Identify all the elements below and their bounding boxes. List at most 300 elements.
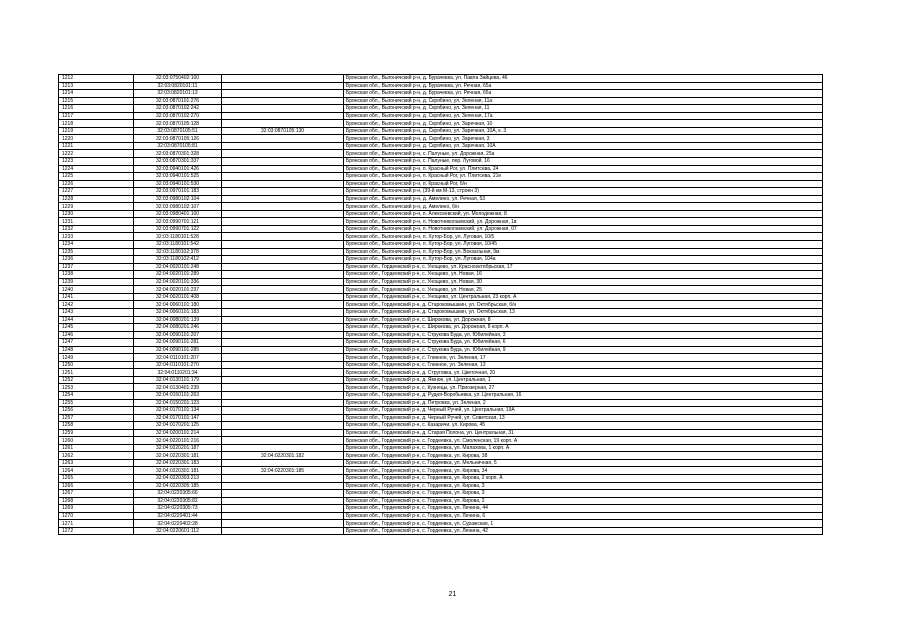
row-number-cell: 1252	[59, 376, 134, 384]
address-cell: Брянская обл., Гордеевский р-н, с. Унощево, ул. Новая, 16	[344, 271, 823, 279]
table-row	[59, 512, 823, 520]
cadastral-number-cell: 32:03:1180102:412	[134, 256, 222, 264]
table-row	[59, 497, 823, 505]
row-number-cell: 1270	[59, 512, 134, 520]
related-cadastral-number-cell	[222, 135, 344, 143]
cadastral-number-cell: 32:03:0820101:13	[134, 90, 222, 98]
related-cadastral-number-cell	[222, 120, 344, 128]
table-row	[59, 203, 823, 211]
row-number-cell: 1213	[59, 82, 134, 90]
row-number-cell: 1268	[59, 497, 134, 505]
cadastral-number-cell: 32:03:0990701:121	[134, 218, 222, 226]
table-row	[59, 165, 823, 173]
row-number-cell: 1240	[59, 286, 134, 294]
row-number-cell: 1217	[59, 112, 134, 120]
related-cadastral-number-cell	[222, 369, 344, 377]
related-cadastral-number-cell	[222, 391, 344, 399]
table-row	[59, 120, 823, 128]
table-body	[59, 75, 823, 535]
related-cadastral-number-cell: 32:03:0870105:130	[222, 127, 344, 135]
table-row	[59, 195, 823, 203]
related-cadastral-number-cell	[222, 195, 344, 203]
cadastral-number-cell: 32:04:0090101:207	[134, 331, 222, 339]
table-row	[59, 233, 823, 241]
cadastral-number-cell: 32:03:0980401:100	[134, 210, 222, 218]
row-number-cell: 1255	[59, 399, 134, 407]
related-cadastral-number-cell	[222, 301, 344, 309]
table-row	[59, 369, 823, 377]
address-cell: Брянская обл., Гордеевский р-н, с. Гордеевка, ул. Ленина, 6	[344, 512, 823, 520]
table-row	[59, 399, 823, 407]
table-row	[59, 474, 823, 482]
cadastral-number-cell: 32:03:0870105:128	[134, 120, 222, 128]
related-cadastral-number-cell	[222, 165, 344, 173]
row-number-cell: 1241	[59, 293, 134, 301]
table-row	[59, 218, 823, 226]
cadastral-number-cell: 32:04:0080201:139	[134, 316, 222, 324]
row-number-cell: 1223	[59, 158, 134, 166]
table-row	[59, 210, 823, 218]
row-number-cell: 1215	[59, 97, 134, 105]
cadastral-number-cell: 32:03:0870301:328	[134, 150, 222, 158]
table-row	[59, 467, 823, 475]
address-cell: Брянская обл., Гордеевский р-н, с. Гордеевка, ул. Малахова, 1 корп. А	[344, 444, 823, 452]
cadastral-number-cell: 32:03:0820101:11	[134, 82, 222, 90]
row-number-cell: 1232	[59, 225, 134, 233]
cadastral-number-cell: 32:04:0130101:179	[134, 376, 222, 384]
row-number-cell: 1235	[59, 248, 134, 256]
cadastral-number-cell: 32:03:0970101:183	[134, 188, 222, 196]
cadastral-number-cell: 32:04:0220402:28	[134, 520, 222, 528]
table-row	[59, 263, 823, 271]
cadastral-number-cell: 32:03:0940101:426	[134, 165, 222, 173]
table-row	[59, 429, 823, 437]
table-row	[59, 188, 823, 196]
related-cadastral-number-cell	[222, 497, 344, 505]
table-row	[59, 437, 823, 445]
cadastral-number-cell: 32:04:0130401:239	[134, 384, 222, 392]
cadastral-number-cell: 32:03:0980102:104	[134, 195, 222, 203]
address-cell: Брянская обл., Выгоничский р-н, д. Скрябино, ул. Заречная, 10А	[344, 142, 823, 150]
row-number-cell: 1251	[59, 369, 134, 377]
document-table	[58, 74, 823, 535]
cadastral-number-cell: 32:03:1180102:378	[134, 248, 222, 256]
address-cell: Брянская обл., Гордеевский р-н, д. Ямное, ул. Центральная, 1	[344, 376, 823, 384]
related-cadastral-number-cell	[222, 142, 344, 150]
related-cadastral-number-cell	[222, 263, 344, 271]
address-cell: Брянская обл., Гордеевский р-н, с. Гордеевка, ул. Кирова, 3	[344, 490, 823, 498]
row-number-cell: 1272	[59, 527, 134, 535]
table-row	[59, 278, 823, 286]
address-cell: Брянская обл., Гордеевский р-н, с. Струкова Буда, ул. Юбилейная, 6	[344, 339, 823, 347]
row-number-cell: 1216	[59, 105, 134, 113]
cadastral-number-cell: 32:04:0220301:183	[134, 459, 222, 467]
table-row	[59, 82, 823, 90]
cadastral-number-cell: 32:04:0060101:183	[134, 308, 222, 316]
row-number-cell: 1262	[59, 452, 134, 460]
related-cadastral-number-cell	[222, 354, 344, 362]
cadastral-number-cell: 32:03:0940101:530	[134, 180, 222, 188]
address-cell: Брянская обл., Выгоничский р-н, д. Бурачевка, ул. Речная, 65а	[344, 82, 823, 90]
cadastral-number-cell: 32:04:0170101:147	[134, 414, 222, 422]
related-cadastral-number-cell	[222, 407, 344, 415]
related-cadastral-number-cell	[222, 82, 344, 90]
related-cadastral-number-cell	[222, 361, 344, 369]
cadastral-number-cell: 32:03:0870102:270	[134, 112, 222, 120]
table-row	[59, 225, 823, 233]
related-cadastral-number-cell	[222, 241, 344, 249]
address-cell: Брянская обл., Выгоничский р-н, п. Хутор-Бор, ул. Луговая, 10/5	[344, 233, 823, 241]
cadastral-number-cell: 32:03:0870102:242	[134, 105, 222, 113]
cadastral-number-cell: 32:04:0080201:246	[134, 324, 222, 332]
cadastral-number-cell: 32:04:0110101:270	[134, 361, 222, 369]
row-number-cell: 1230	[59, 210, 134, 218]
related-cadastral-number-cell	[222, 429, 344, 437]
row-number-cell: 1253	[59, 384, 134, 392]
row-number-cell: 1247	[59, 339, 134, 347]
table-row	[59, 361, 823, 369]
address-cell: Брянская обл., Гордеевский р-н, с. Гордеевка, ул. Кирова, 34	[344, 467, 823, 475]
related-cadastral-number-cell	[222, 324, 344, 332]
address-cell: Брянская обл., Гордеевский р-н, с. Струкова Буда, ул. Юбилейная, 3	[344, 331, 823, 339]
address-cell: Брянская обл., Гордеевский р-н, д. Черный Ручей, ул. Советская, 13	[344, 414, 823, 422]
related-cadastral-number-cell	[222, 346, 344, 354]
cadastral-number-cell: 32:04:0220305:185	[134, 482, 222, 490]
row-number-cell: 1243	[59, 308, 134, 316]
address-cell: Брянская обл., Выгоничский р-н, с. Палуные, пер. Луговой, 16	[344, 158, 823, 166]
related-cadastral-number-cell	[222, 444, 344, 452]
related-cadastral-number-cell	[222, 225, 344, 233]
row-number-cell: 1212	[59, 75, 134, 83]
row-number-cell: 1224	[59, 165, 134, 173]
related-cadastral-number-cell	[222, 520, 344, 528]
row-number-cell: 1218	[59, 120, 134, 128]
row-number-cell: 1229	[59, 203, 134, 211]
table-row	[59, 354, 823, 362]
cadastral-number-cell: 32:03:0750402:100	[134, 75, 222, 83]
table-row	[59, 414, 823, 422]
table-row	[59, 142, 823, 150]
related-cadastral-number-cell	[222, 422, 344, 430]
related-cadastral-number-cell	[222, 505, 344, 513]
address-cell: Брянская обл., Гордеевский р-н, с. Унощево, ул. Краснооктябрьская, 17	[344, 263, 823, 271]
address-cell: Брянская обл., Гордеевский р-н, с. Гордеевка, ул. Кирова, 3	[344, 482, 823, 490]
related-cadastral-number-cell	[222, 414, 344, 422]
page-number: 21	[448, 591, 457, 598]
address-cell: Брянская обл., Выгоничский р-н, п. Красный Рог, б/н	[344, 180, 823, 188]
address-cell: Брянская обл., Выгоничский р-н, д. Бурачевка, ул. Павла Зайцева, 46	[344, 75, 823, 83]
row-number-cell: 1245	[59, 324, 134, 332]
cadastral-number-cell: 32:04:0060101:180	[134, 301, 222, 309]
table-row	[59, 407, 823, 415]
address-cell: Брянская обл., Выгоничский р-н, п. Красный Рог, ул. Плитсева, 21е	[344, 173, 823, 181]
row-number-cell: 1265	[59, 474, 134, 482]
cadastral-number-cell: 32:03:0940101:525	[134, 173, 222, 181]
table-row	[59, 173, 823, 181]
cadastral-number-cell: 32:04:0150101:263	[134, 391, 222, 399]
address-cell: Брянская обл., Гордеевский р-н, д. Струговка, ул. Цветочная, 20	[344, 369, 823, 377]
row-number-cell: 1237	[59, 263, 134, 271]
cadastral-number-cell: 32:03:1180101:528	[134, 233, 222, 241]
address-cell: Брянская обл., Выгоничский р-н, д. Скрябино, ул. Зеленая, 17а	[344, 112, 823, 120]
related-cadastral-number-cell	[222, 376, 344, 384]
related-cadastral-number-cell	[222, 173, 344, 181]
address-cell: Брянская обл., Гордеевский р-н, д. Старокомышкин, ул. Октябрьская, 13	[344, 308, 823, 316]
related-cadastral-number-cell	[222, 150, 344, 158]
cadastral-number-cell: 32:04:0020101:248	[134, 263, 222, 271]
table-row	[59, 376, 823, 384]
table-row	[59, 90, 823, 98]
cadastral-number-cell: 32:03:0870105:81	[134, 142, 222, 150]
table-row	[59, 256, 823, 264]
related-cadastral-number-cell	[222, 286, 344, 294]
table-row	[59, 444, 823, 452]
related-cadastral-number-cell	[222, 180, 344, 188]
table-row	[59, 482, 823, 490]
address-cell: Брянская обл., Гордеевский р-н, д. Петровка, ул. Зеленая, 2	[344, 399, 823, 407]
address-cell: Брянская обл., Выгоничский р-н, д. Скрябино, ул. Зеленая, 11	[344, 105, 823, 113]
row-number-cell: 1269	[59, 505, 134, 513]
related-cadastral-number-cell	[222, 75, 344, 83]
table-row	[59, 459, 823, 467]
row-number-cell: 1228	[59, 195, 134, 203]
cadastral-number-cell: 32:03:0870101:276	[134, 97, 222, 105]
related-cadastral-number-cell	[222, 188, 344, 196]
table-row	[59, 316, 823, 324]
cadastral-number-cell: 32:04:0090101:281	[134, 339, 222, 347]
address-cell: Брянская обл., Гордеевский р-н, с. Гордеевка, ул. Мельничная, 5	[344, 459, 823, 467]
address-cell: Брянская обл., Гордеевский р-н, с. Казаричи, ул. Кирова, 45	[344, 422, 823, 430]
related-cadastral-number-cell	[222, 203, 344, 211]
related-cadastral-number-cell	[222, 339, 344, 347]
cadastral-number-cell: 32:03:1180101:542	[134, 241, 222, 249]
table-row	[59, 158, 823, 166]
address-cell: Брянская обл., Выгоничский р-н, (39-й км М-13, строен 3)	[344, 188, 823, 196]
address-cell: Брянская обл., Гордеевский р-н, с. Глинное, ул. Зеленая, 13	[344, 361, 823, 369]
table-row	[59, 308, 823, 316]
address-cell: Брянская обл., Выгоничский р-н, д. Амелино, ул. Речная, 53	[344, 195, 823, 203]
address-cell: Брянская обл., Гордеевский р-н, с. Широкова, ул. Дорожная, 8	[344, 316, 823, 324]
row-number-cell: 1259	[59, 429, 134, 437]
cadastral-number-cell: 32:04:0170201:125	[134, 422, 222, 430]
address-cell: Брянская обл., Гордеевский р-н, с. Глинное, ул. Зеленая, 17	[344, 354, 823, 362]
cadastral-number-cell: 32:04:0220301:181	[134, 467, 222, 475]
related-cadastral-number-cell	[222, 527, 344, 535]
address-cell: Брянская обл., Гордеевский р-н, с. Унощево, ул. Новая, 30	[344, 278, 823, 286]
table-row	[59, 346, 823, 354]
row-number-cell: 1260	[59, 437, 134, 445]
row-number-cell: 1219	[59, 127, 134, 135]
row-number-cell: 1226	[59, 180, 134, 188]
related-cadastral-number-cell	[222, 308, 344, 316]
cadastral-number-cell: 32:04:0150201:123	[134, 399, 222, 407]
address-cell: Брянская обл., Выгоничский р-н, д. Скрябино, ул. Заречная, 3	[344, 135, 823, 143]
row-number-cell: 1271	[59, 520, 134, 528]
table-row	[59, 293, 823, 301]
cadastral-number-cell: 32:03:0980102:107	[134, 203, 222, 211]
address-cell: Брянская обл., Гордеевский р-н, с. Гордеевка, ул. Смоленская, 19 корп. А	[344, 437, 823, 445]
row-number-cell: 1257	[59, 414, 134, 422]
row-number-cell: 1221	[59, 142, 134, 150]
cadastral-number-cell: 32:04:0220305:66	[134, 490, 222, 498]
address-cell: Брянская обл., Выгоничский р-н, д. Скрябино, ул. Зеленая, 11а	[344, 97, 823, 105]
related-cadastral-number-cell	[222, 271, 344, 279]
table-row	[59, 135, 823, 143]
address-cell: Брянская обл., Выгоничский р-н, д. Бурачевка, ул. Речная, 65а	[344, 90, 823, 98]
table-row	[59, 112, 823, 120]
row-number-cell: 1239	[59, 278, 134, 286]
related-cadastral-number-cell	[222, 399, 344, 407]
address-cell: Брянская обл., Выгоничский р-н, д. Скрябино, ул. Заречная, 10А, к. 3	[344, 127, 823, 135]
address-cell: Брянская обл., Выгоничский р-н, п. Новотниколаевский, ул. Дорожная, 1в	[344, 218, 823, 226]
cadastral-number-cell: 32:04:0170101:134	[134, 407, 222, 415]
address-cell: Брянская обл., Выгоничский р-н, д. Амелино, б/н	[344, 203, 823, 211]
address-cell: Брянская обл., Гордеевский р-н, с. Гордеевка, ул. Суражская, 1	[344, 520, 823, 528]
row-number-cell: 1266	[59, 482, 134, 490]
table-row	[59, 180, 823, 188]
row-number-cell: 1264	[59, 467, 134, 475]
cadastral-number-cell: 32:04:0220401:44	[134, 512, 222, 520]
cadastral-number-cell: 32:04:0220201:187	[134, 444, 222, 452]
row-number-cell: 1244	[59, 316, 134, 324]
related-cadastral-number-cell	[222, 248, 344, 256]
address-cell: Брянская обл., Гордеевский р-н, д. Черный Ручей, ул. Центральная, 19А	[344, 407, 823, 415]
row-number-cell: 1234	[59, 241, 134, 249]
related-cadastral-number-cell	[222, 233, 344, 241]
row-number-cell: 1267	[59, 490, 134, 498]
table-row	[59, 490, 823, 498]
address-cell: Брянская обл., Гордеевский р-н, д. Рудня-Воробьевка, ул. Центральная, 16	[344, 391, 823, 399]
related-cadastral-number-cell	[222, 97, 344, 105]
related-cadastral-number-cell: 32:04:0220301:182	[222, 452, 344, 460]
table-row	[59, 286, 823, 294]
related-cadastral-number-cell	[222, 90, 344, 98]
cadastral-number-cell: 32:03:0990701:122	[134, 225, 222, 233]
related-cadastral-number-cell	[222, 459, 344, 467]
related-cadastral-number-cell	[222, 384, 344, 392]
cadastral-number-cell: 32:03:0870105:126	[134, 135, 222, 143]
table-row	[59, 339, 823, 347]
table-row	[59, 384, 823, 392]
row-number-cell: 1248	[59, 346, 134, 354]
address-cell: Брянская обл., Гордеевский р-н, д. Старая Полона, ул. Центральная, 31	[344, 429, 823, 437]
table-row	[59, 248, 823, 256]
cadastral-number-cell: 32:04:0020101:408	[134, 293, 222, 301]
related-cadastral-number-cell	[222, 316, 344, 324]
related-cadastral-number-cell	[222, 293, 344, 301]
table-row	[59, 452, 823, 460]
table-row	[59, 331, 823, 339]
table-row	[59, 150, 823, 158]
row-number-cell: 1254	[59, 391, 134, 399]
address-cell: Брянская обл., Гордеевский р-н, с. Широкова, ул. Дорожная, 8 корп. А	[344, 324, 823, 332]
address-cell: Брянская обл., Выгоничский р-н, п. Новотниколаевский, ул. Дорожная, 07	[344, 225, 823, 233]
related-cadastral-number-cell	[222, 482, 344, 490]
row-number-cell: 1231	[59, 218, 134, 226]
table-row	[59, 324, 823, 332]
table-row	[59, 105, 823, 113]
address-cell: Брянская обл., Гордеевский р-н, с. Кузнецы, ул. Приозерная, 27	[344, 384, 823, 392]
table-row	[59, 422, 823, 430]
address-cell: Брянская обл., Выгоничский р-н, п. Хутор-Бор, ул. Вокзальная, 9м	[344, 248, 823, 256]
address-cell: Брянская обл., Гордеевский р-н, с. Гордеевка, ул. Кирова, 38	[344, 452, 823, 460]
address-cell: Брянская обл., Гордеевский р-н, с. Гордеевка, ул. Ленина, 44	[344, 505, 823, 513]
row-number-cell: 1242	[59, 301, 134, 309]
related-cadastral-number-cell	[222, 218, 344, 226]
cadastral-number-cell: 32:04:0110101:207	[134, 354, 222, 362]
cadastral-number-cell: 32:04:0220305:82	[134, 497, 222, 505]
address-cell: Брянская обл., Выгоничский р-н, д. Скрябино, ул. Заречная, 10	[344, 120, 823, 128]
cadastral-number-cell: 32:04:0220303:213	[134, 474, 222, 482]
address-cell: Брянская обл., Гордеевский р-н, с. Гордеевка, ул. Ленина, 42	[344, 527, 823, 535]
address-cell: Брянская обл., Гордеевский р-н, с. Гордеевка, ул. Кирова, 2 корп. А	[344, 474, 823, 482]
address-cell: Брянская обл., Гордеевский р-н, с. Унощево, ул. Центральная, 23 корп. А	[344, 293, 823, 301]
cadastral-number-cell: 32:03:0870301:337	[134, 158, 222, 166]
related-cadastral-number-cell	[222, 278, 344, 286]
address-cell: Брянская обл., Выгоничский р-н, п. Хутор-Бор, ул. Луговая, 10/45	[344, 241, 823, 249]
table-row	[59, 505, 823, 513]
row-number-cell: 1256	[59, 407, 134, 415]
cadastral-number-cell: 32:04:0020101:237	[134, 286, 222, 294]
table-row	[59, 391, 823, 399]
row-number-cell: 1225	[59, 173, 134, 181]
cadastral-number-cell: 32:04:0220301:181	[134, 452, 222, 460]
row-number-cell: 1214	[59, 90, 134, 98]
address-cell: Брянская обл., Выгоничский р-н, п. Алексеевский, ул. Молодежная, 8	[344, 210, 823, 218]
cadastral-number-cell: 32:04:0020101:336	[134, 278, 222, 286]
row-number-cell: 1238	[59, 271, 134, 279]
table-row	[59, 271, 823, 279]
table-row	[59, 97, 823, 105]
row-number-cell: 1261	[59, 444, 134, 452]
row-number-cell: 1258	[59, 422, 134, 430]
row-number-cell: 1227	[59, 188, 134, 196]
cadastral-number-cell: 32:04:0020101:289	[134, 271, 222, 279]
cadastral-number-cell: 32:04:0200101:214	[134, 429, 222, 437]
cadastral-number-cell: 32:04:0220101:216	[134, 437, 222, 445]
row-number-cell: 1236	[59, 256, 134, 264]
table-row	[59, 241, 823, 249]
address-cell: Брянская обл., Выгоничский р-н, с. Палуные, ул. Дорожная, 25а	[344, 150, 823, 158]
related-cadastral-number-cell	[222, 256, 344, 264]
related-cadastral-number-cell	[222, 210, 344, 218]
related-cadastral-number-cell	[222, 490, 344, 498]
related-cadastral-number-cell	[222, 331, 344, 339]
cadastral-number-cell: 32:04:0220601:112	[134, 527, 222, 535]
address-cell: Брянская обл., Выгоничский р-н, п. Красный Рог, ул. Плитсева, 24	[344, 165, 823, 173]
cadastral-number-cell: 32:04:0220305:73	[134, 505, 222, 513]
address-cell: Брянская обл., Гордеевский р-н, с. Струкова Буда, ул. Юбилейная, 9	[344, 346, 823, 354]
address-cell: Брянская обл., Гордеевский р-н, с. Гордеевка, ул. Кирова, 2	[344, 497, 823, 505]
table-row	[59, 527, 823, 535]
related-cadastral-number-cell	[222, 512, 344, 520]
related-cadastral-number-cell	[222, 112, 344, 120]
address-cell: Брянская обл., Гордеевский р-н, с. Унощево, ул. Новая, 25	[344, 286, 823, 294]
table-row	[59, 127, 823, 135]
row-number-cell: 1246	[59, 331, 134, 339]
cadastral-number-cell: 32:04:0090101:285	[134, 346, 222, 354]
table-row	[59, 75, 823, 83]
cadastral-number-cell: 32:04:0110201:34	[134, 369, 222, 377]
related-cadastral-number-cell	[222, 158, 344, 166]
related-cadastral-number-cell	[222, 474, 344, 482]
row-number-cell: 1233	[59, 233, 134, 241]
cadastral-number-cell: 32:03:0870105:51	[134, 127, 222, 135]
address-cell: Брянская обл., Выгоничский р-н, п. Хутор-Бор, ул. Луговая, 104а	[344, 256, 823, 264]
row-number-cell: 1220	[59, 135, 134, 143]
row-number-cell: 1222	[59, 150, 134, 158]
table-row	[59, 520, 823, 528]
